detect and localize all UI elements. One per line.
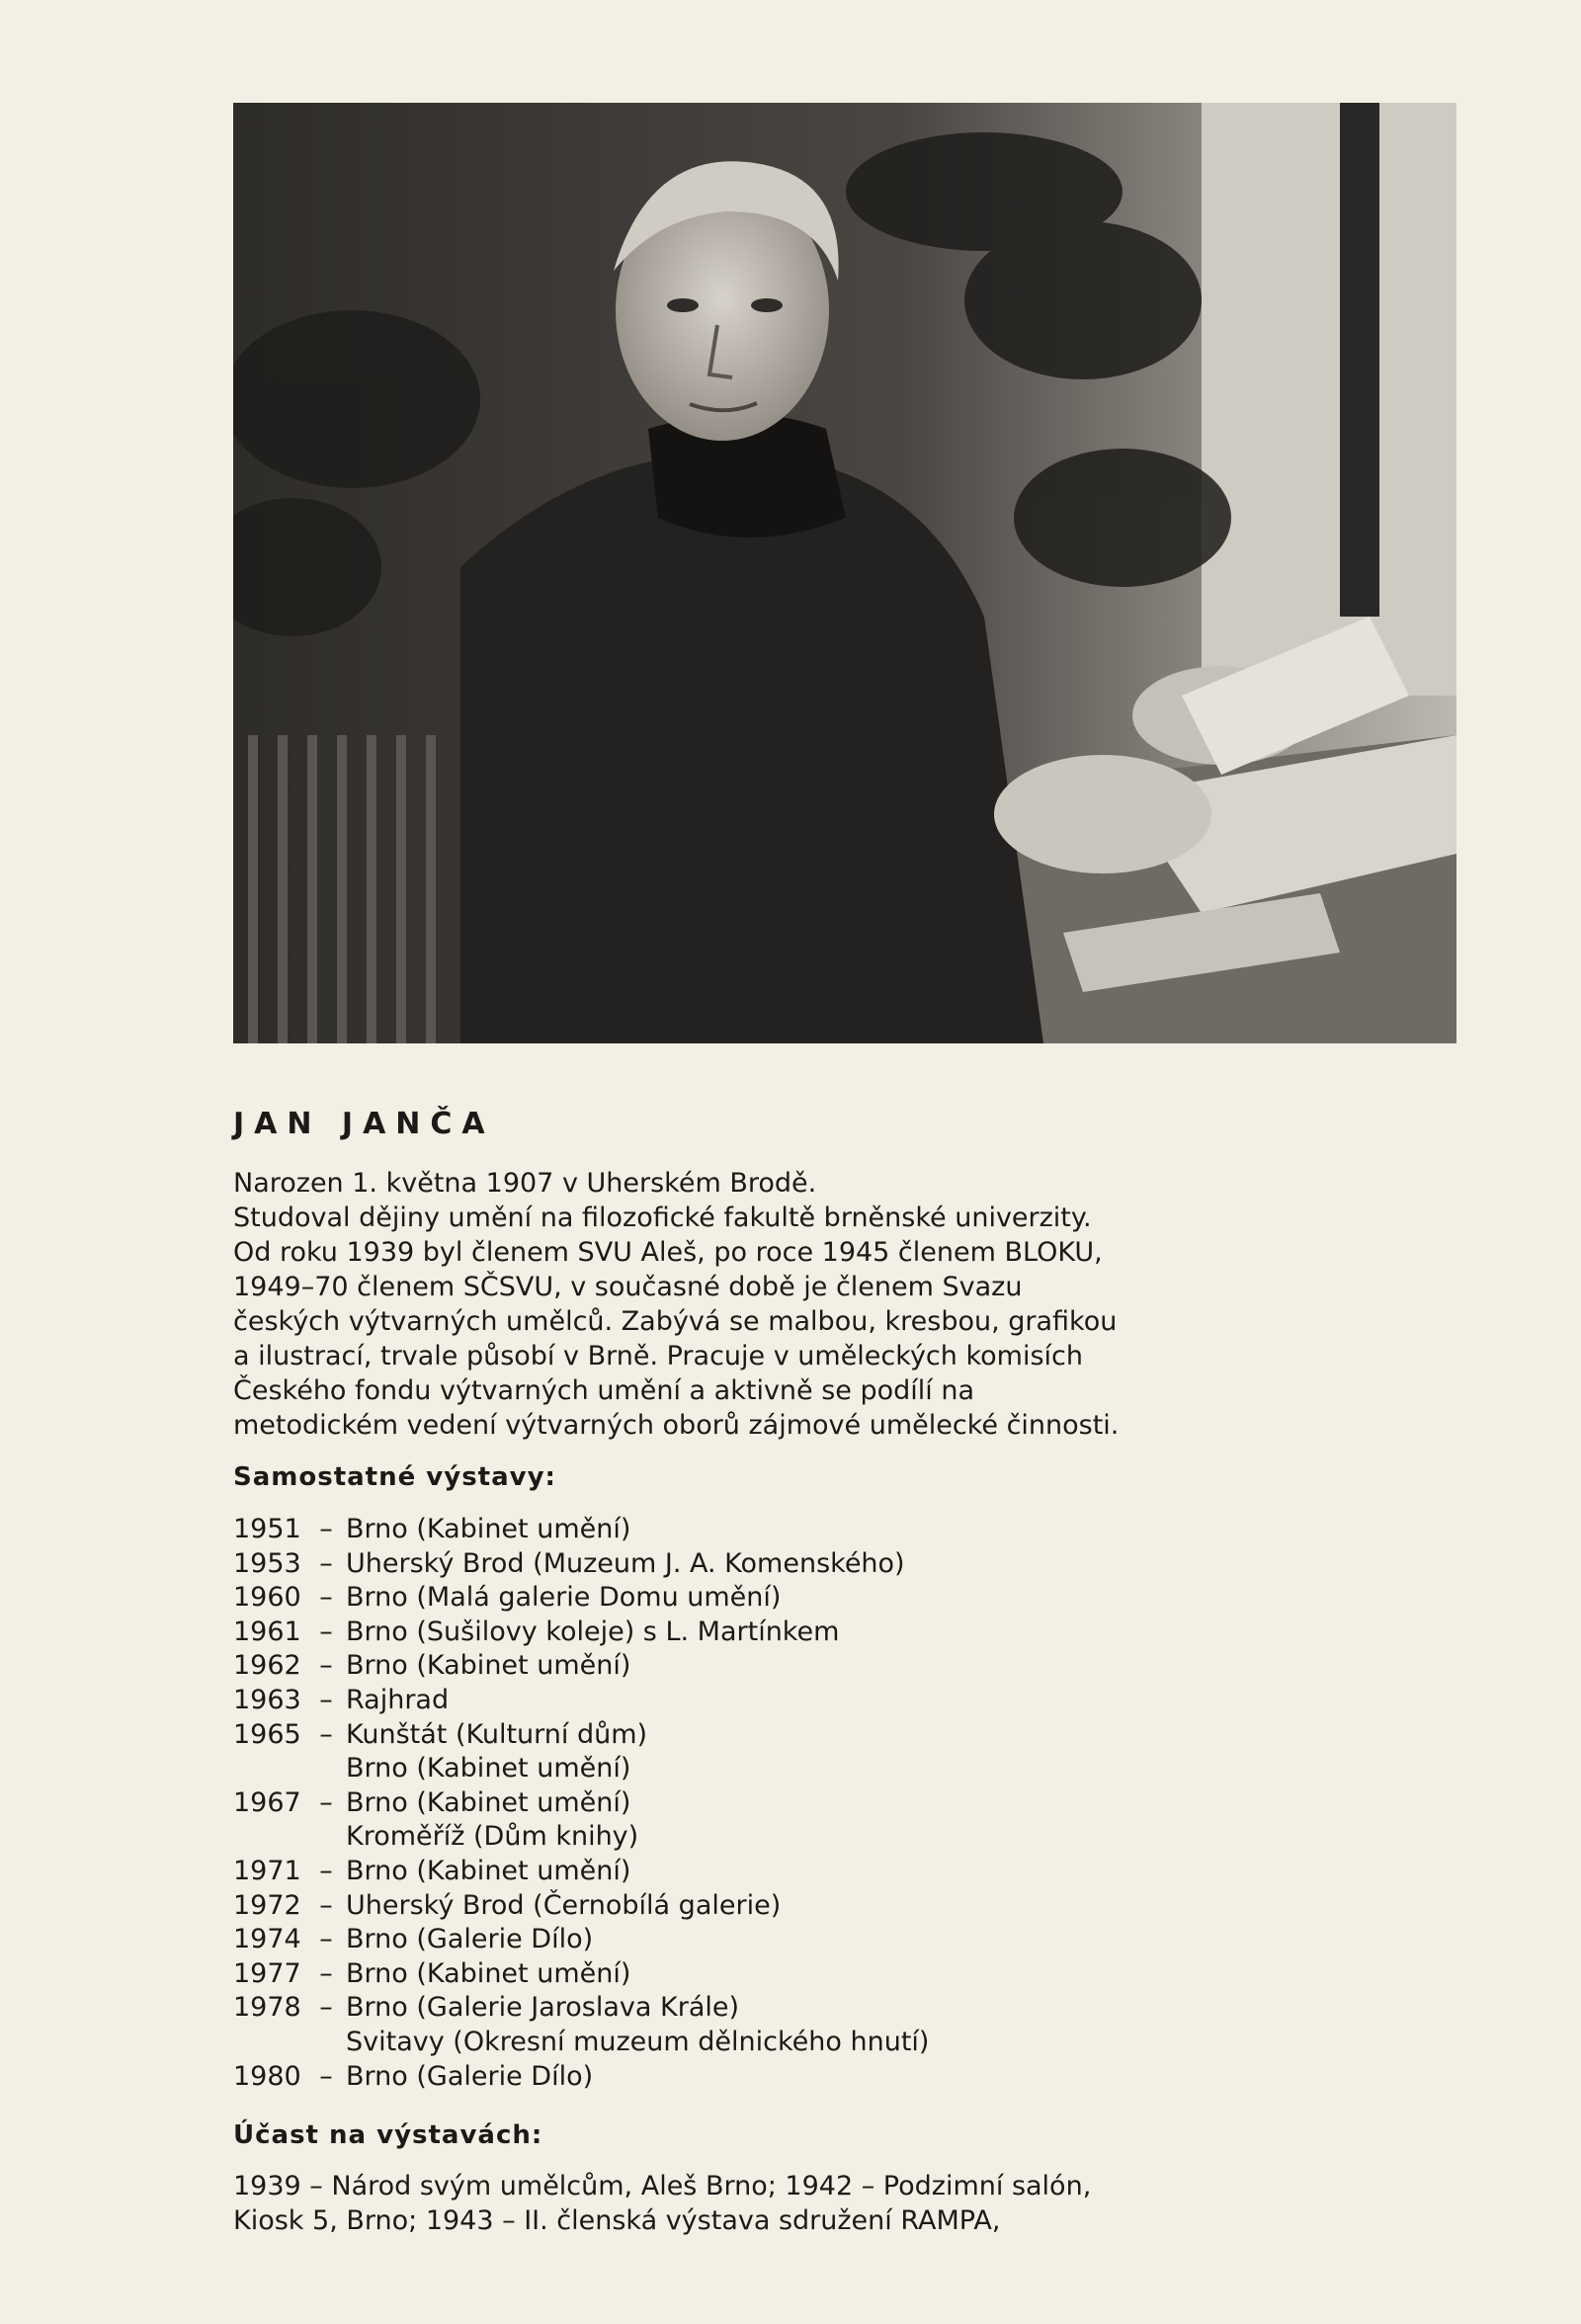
exhibition-year: 1980 [233,2060,301,2092]
bio-line: Studoval dějiny umění na filozofické fakultě brněnské univerzity. [233,1203,1092,1233]
solo-exhibitions-heading: Samostatné výstavy: [233,1462,556,1492]
exhibition-place: Uherský Brod (Muzeum J. A. Komenského) [346,1547,905,1579]
exhibition-dash: – [319,2060,333,2092]
list-item [233,2060,1123,2095]
list-item [233,1820,1123,1855]
exhibition-place: Brno (Kabinet umění) [346,1786,631,1818]
exhibition-dash: – [319,1547,333,1579]
list-item [233,1889,1123,1924]
bio-line: Narozen 1. května 1907 v Uherském Brodě. [233,1168,817,1199]
exhibition-dash: – [319,1650,333,1682]
bio-line: a ilustrací, trvale působí v Brně. Pracuje v uměleckých komisích [233,1341,1083,1371]
exhibition-dash: – [319,1514,333,1544]
exhibition-place: Brno (Galerie Dílo) [346,2060,594,2092]
list-item [233,1855,1123,1889]
list-item [233,1649,1123,1684]
exhibition-dash [306,2026,346,2060]
exhibition-dash: – [319,1718,333,1750]
exhibition-dash: – [319,1684,333,1715]
list-item [233,1547,1123,1582]
exhibition-dash: – [319,1889,333,1921]
list-item [233,1786,1123,1821]
exhibition-place: Brno (Malá galerie Domu umění) [346,1582,782,1614]
list-item [233,1616,1123,1650]
portrait-photo-image [233,103,1456,1043]
exhibition-dash: – [319,1786,333,1818]
exhibition-year: 1974 [233,1924,301,1955]
exhibition-place: Kunštát (Kulturní dům) [346,1718,648,1750]
exhibition-place: Brno (Galerie Jaroslava Krále) [346,1992,740,2024]
exhibition-dash: – [319,1924,333,1955]
list-item [233,1752,1123,1786]
exhibition-year: 1953 [233,1547,301,1579]
exhibition-year: 1977 [233,1957,301,1989]
bio-line: metodickém vedení výtvarných oborů zájmové umělecké činnosti. [233,1410,1120,1441]
group-line: Kiosk 5, Brno; 1943 – II. členská výstava sdružení RAMPA, [233,2205,1001,2236]
list-item [233,1581,1123,1616]
group-exhibitions-text [233,2169,1281,2238]
exhibition-year [233,2026,306,2060]
exhibition-year: 1951 [233,1514,301,1544]
exhibition-year [233,1820,306,1855]
exhibition-dash: – [319,1957,333,1989]
exhibition-year [233,1752,306,1786]
exhibition-year: 1972 [233,1889,301,1921]
exhibition-dash: – [319,1855,333,1886]
exhibition-year: 1967 [233,1786,301,1818]
exhibition-dash [306,1820,346,1855]
exhibition-dash [306,1752,346,1786]
exhibition-place: Kroměříž (Dům knihy) [346,1821,639,1853]
artist-name: JAN JANČA [233,1107,495,1141]
list-item [233,2026,1123,2060]
exhibition-place: Brno (Galerie Dílo) [346,1924,594,1955]
exhibition-year: 1963 [233,1684,301,1715]
portrait-photo [233,103,1456,1043]
list-item [233,1513,1123,1547]
list-item [233,1991,1123,2026]
solo-exhibitions-list [233,1513,1123,2094]
exhibition-place: Brno (Kabinet umění) [346,1650,631,1682]
bio-line: Od roku 1939 byl členem SVU Aleš, po roce 1945 členem BLOKU, [233,1237,1103,1268]
exhibition-place: Brno (Kabinet umění) [346,1753,631,1784]
biography [233,1166,1281,1443]
group-exhibitions-heading: Účast na výstavách: [233,2120,543,2150]
list-item [233,1957,1123,1992]
exhibition-year: 1978 [233,1992,301,2024]
exhibition-year: 1962 [233,1650,301,1682]
exhibition-year: 1961 [233,1616,301,1647]
bio-line: českých výtvarných umělců. Zabývá se malbou, kresbou, grafikou [233,1306,1118,1337]
list-item [233,1718,1123,1753]
bio-line: 1949–70 členem SČSVU, v současné době je členem Svazu [233,1272,1023,1302]
exhibition-year: 1971 [233,1855,301,1886]
exhibition-year: 1960 [233,1582,301,1614]
group-line: 1939 – Národ svým umělcům, Aleš Brno; 1942 – Podzimní salón, [233,2171,1092,2201]
exhibition-place: Uherský Brod (Černobílá galerie) [346,1889,782,1921]
exhibition-place: Brno (Kabinet umění) [346,1957,631,1989]
bio-line: Českého fondu výtvarných umění a aktivně se podílí na [233,1375,975,1406]
exhibition-dash: – [319,1992,333,2024]
list-item [233,1923,1123,1957]
exhibition-dash: – [319,1616,333,1647]
exhibition-place: Brno (Kabinet umění) [346,1514,631,1544]
exhibition-place: Brno (Kabinet umění) [346,1855,631,1886]
exhibition-year: 1965 [233,1718,301,1750]
exhibition-dash: – [319,1582,333,1614]
exhibition-place: Brno (Sušilovy koleje) s L. Martínkem [346,1616,840,1647]
list-item [233,1684,1123,1718]
exhibition-place: Svitavy (Okresní muzeum dělnického hnutí) [346,2026,930,2057]
exhibition-place: Rajhrad [346,1684,450,1715]
